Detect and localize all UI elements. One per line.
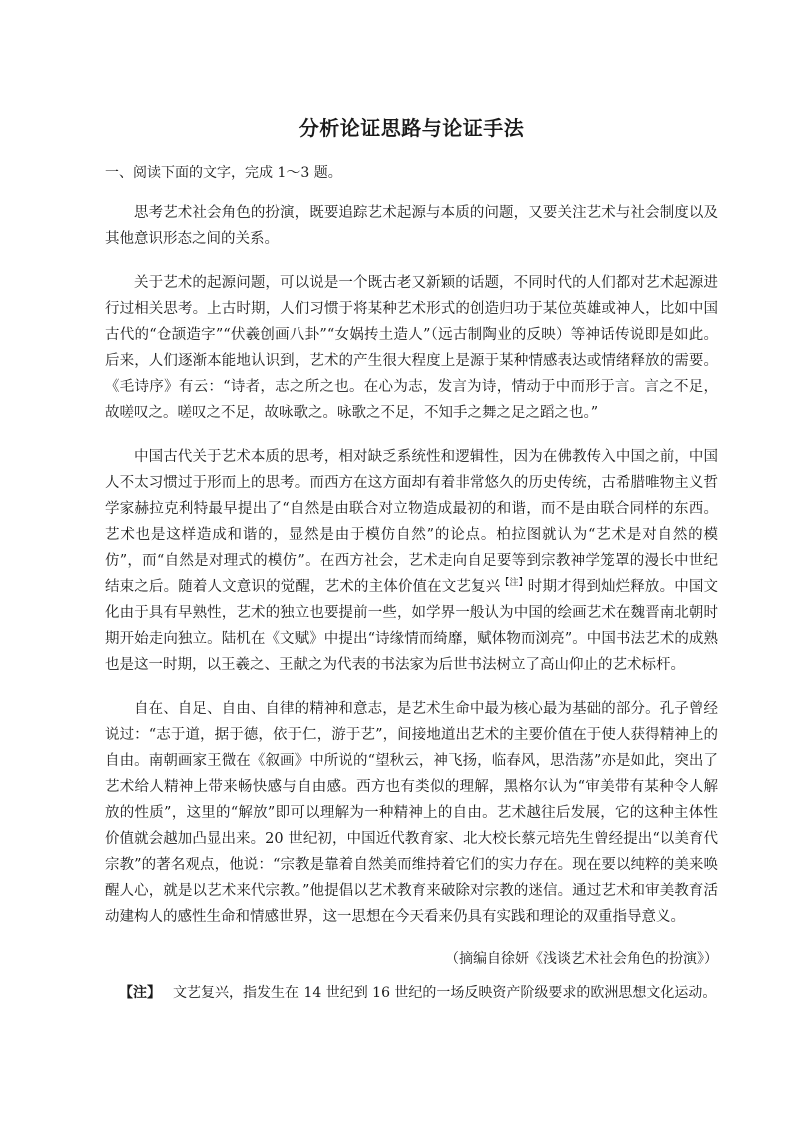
paragraph-3-part-1: 中国古代关于艺术本质的思考，相对缺乏系统性和逻辑性，因为在佛教传入中国之前，中国人不太习惯过于形而上的思考。而西方在这方面却有着非常悠久的历史传统，古希腊唯物主义哲学家赫拉克利特最早提出了“自然是由联合对立物造成最初的和谐，而不是由联合同样的东西。艺术也是这样造成和谐的，显然是由于模仿自然”的论点。柏拉图就认为“艺术是对自然的模仿”，而“自然是对理式的模仿”。在西方社会，艺术走向自足要等到宗教神学笼罩的漫长中世纪结束之后。随着人文意识的觉醒，艺术的主体价值在文艺复兴 bbox=[105, 449, 718, 595]
note-label: 【注】 bbox=[119, 985, 161, 1001]
document-title: 分析论证思路与论证手法 bbox=[298, 116, 525, 140]
note-text: 文艺复兴，指发生在 14 世纪到 16 世纪的一场反映资产阶级要求的欧洲思想文化运动。 bbox=[173, 985, 717, 1001]
footnote bbox=[105, 982, 718, 1004]
source-citation: （摘编自徐妍《浅谈艺术社会角色的扮演》） bbox=[445, 951, 718, 967]
document-content bbox=[105, 112, 718, 1004]
section-heading: 一、阅读下面的文字，完成 1～3 题。 bbox=[105, 165, 342, 181]
paragraph-3 bbox=[105, 444, 718, 678]
paragraph-4: 自在、自足、自由、自律的精神和意志，是艺术生命中最为核心最为基础的部分。孔子曾经说过：“志于道，据于德，依于仁，游于艺”，间接地道出艺术的主要价值在于使人获得精神上的自由。南朝画家王微在《叙画》中所说的“望秋云，神飞扬，临春风，思浩荡”亦是如此，突出了艺术给人精神上带来畅快感与自由感。西方也有类似的理解，黑格尔认为“审美带有某种令人解放的性质”，这里的“解放”即可以理解为一种精神上的自由。艺术越往后发展，它的这种主体性价值就会越加凸显出来。20 世纪初，中国近代教育家、北大校长蔡元培先生曾经提出“以美育代宗教”的著名观点，他说：“宗教是靠着自然美而维持着它们的实力存在。现在要以纯粹的美来唤醒人心，就是以艺术来代宗教。”他提倡以艺术教育来破除对宗教的迷信。通过艺术和审美教育活动建构人的感性生命和情感世界，这一思想在今天看来仍具有实践和理论的双重指导意义。 bbox=[105, 701, 718, 925]
paragraph-2: 关于艺术的起源问题，可以说是一个既古老又新颖的话题，不同时代的人们都对艺术起源进行过相关思考。上古时期，人们习惯于将某种艺术形式的创造归功于某位英雄或神人，比如中国古代的“仓颉造字”“伏羲创画八卦”“女娲抟土造人”（远古制陶业的反映）等神话传说即是如此。后来，人们逐渐本能地认识到，艺术的产生很大程度上是源于某种情感表达或情绪释放的需要。《毛诗序》有云：“诗者，志之所之也。在心为志，发言为诗，情动于中而形于言。言之不足，故嗟叹之。嗟叹之不足，故咏歌之。咏歌之不足，不知手之舞之足之蹈之也。” bbox=[105, 275, 718, 421]
footnote-mark: 【注】 bbox=[500, 578, 528, 589]
paragraph-3-part-2: 时期才得到灿烂释放。中国文化由于具有早熟性，艺术的独立也要提前一些，如学界一般认为中国的绘画艺术在魏晋南北朝时期开始走向独立。陆机在《文赋》中提出“诗缘情而绮靡，赋体物而浏亮”。中国书法艺术的成熟也是这一时期，以王羲之、王献之为代表的书法家为后世书法树立了高山仰止的艺术标杆。 bbox=[105, 579, 719, 673]
paragraph-1: 思考艺术社会角色的扮演，既要追踪艺术起源与本质的问题，又要关注艺术与社会制度以及其他意识形态之间的关系。 bbox=[105, 205, 718, 247]
